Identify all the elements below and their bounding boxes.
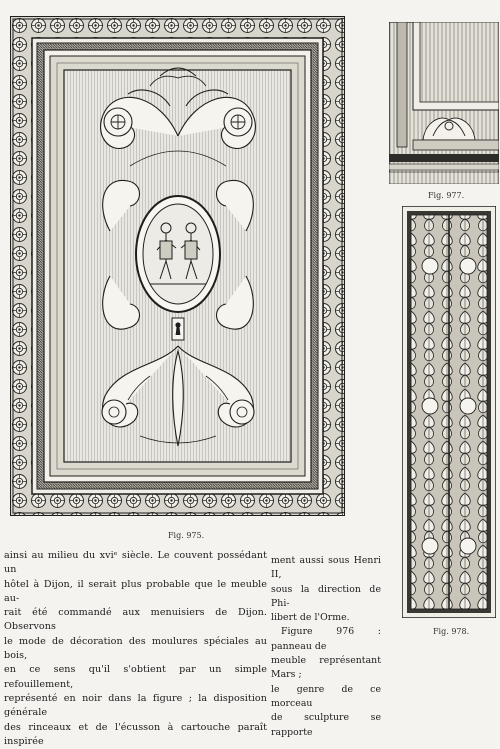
figure-977-caption: Fig. 977. bbox=[428, 191, 465, 200]
side-text-line: ment aussi sous Henri II, bbox=[271, 555, 381, 581]
figure-975-caption: Fig. 975. bbox=[168, 531, 205, 540]
side-text-line: meuble représentant Mars ; bbox=[271, 655, 381, 681]
main-text-line: le mode de décoration des moulures spéciales au bois, bbox=[4, 635, 267, 662]
main-text-line: représenté en noir dans la figure ; la disposition générale bbox=[4, 692, 267, 719]
main-text-line: des rinceaux et de l'écusson à cartouche paraît inspirée bbox=[4, 721, 267, 747]
side-text-line: libert de l'Orme. bbox=[271, 612, 350, 624]
side-text-line: le genre de ce morceau bbox=[271, 683, 381, 709]
main-text-line: hôtel à Dijon, il serait plus probable que le meuble au- bbox=[4, 578, 267, 604]
side-text-line: sous la direction de Phi- bbox=[271, 583, 381, 609]
side-text-line: de sculpture se rapporte bbox=[271, 712, 381, 738]
figure-977-corner-detail-illustration bbox=[389, 22, 499, 184]
main-text-line: rait été commandé aux menuisiers de Dijon. Observons bbox=[4, 607, 267, 633]
main-text-line: en ce sens qu'il s'obtient par un simple refouillement, bbox=[4, 664, 267, 690]
side-text-line: Figure 976 : panneau de bbox=[271, 626, 381, 652]
figure-975-panel-illustration bbox=[10, 16, 345, 516]
figure-978-caption: Fig. 978. bbox=[433, 627, 470, 636]
figure-978-pilaster-illustration bbox=[402, 206, 496, 618]
main-text-line: ainsi au milieu du xviᵉ siècle. Le couvent possédant un bbox=[4, 550, 267, 576]
side-text-column bbox=[271, 554, 381, 740]
main-text-column bbox=[4, 549, 267, 749]
